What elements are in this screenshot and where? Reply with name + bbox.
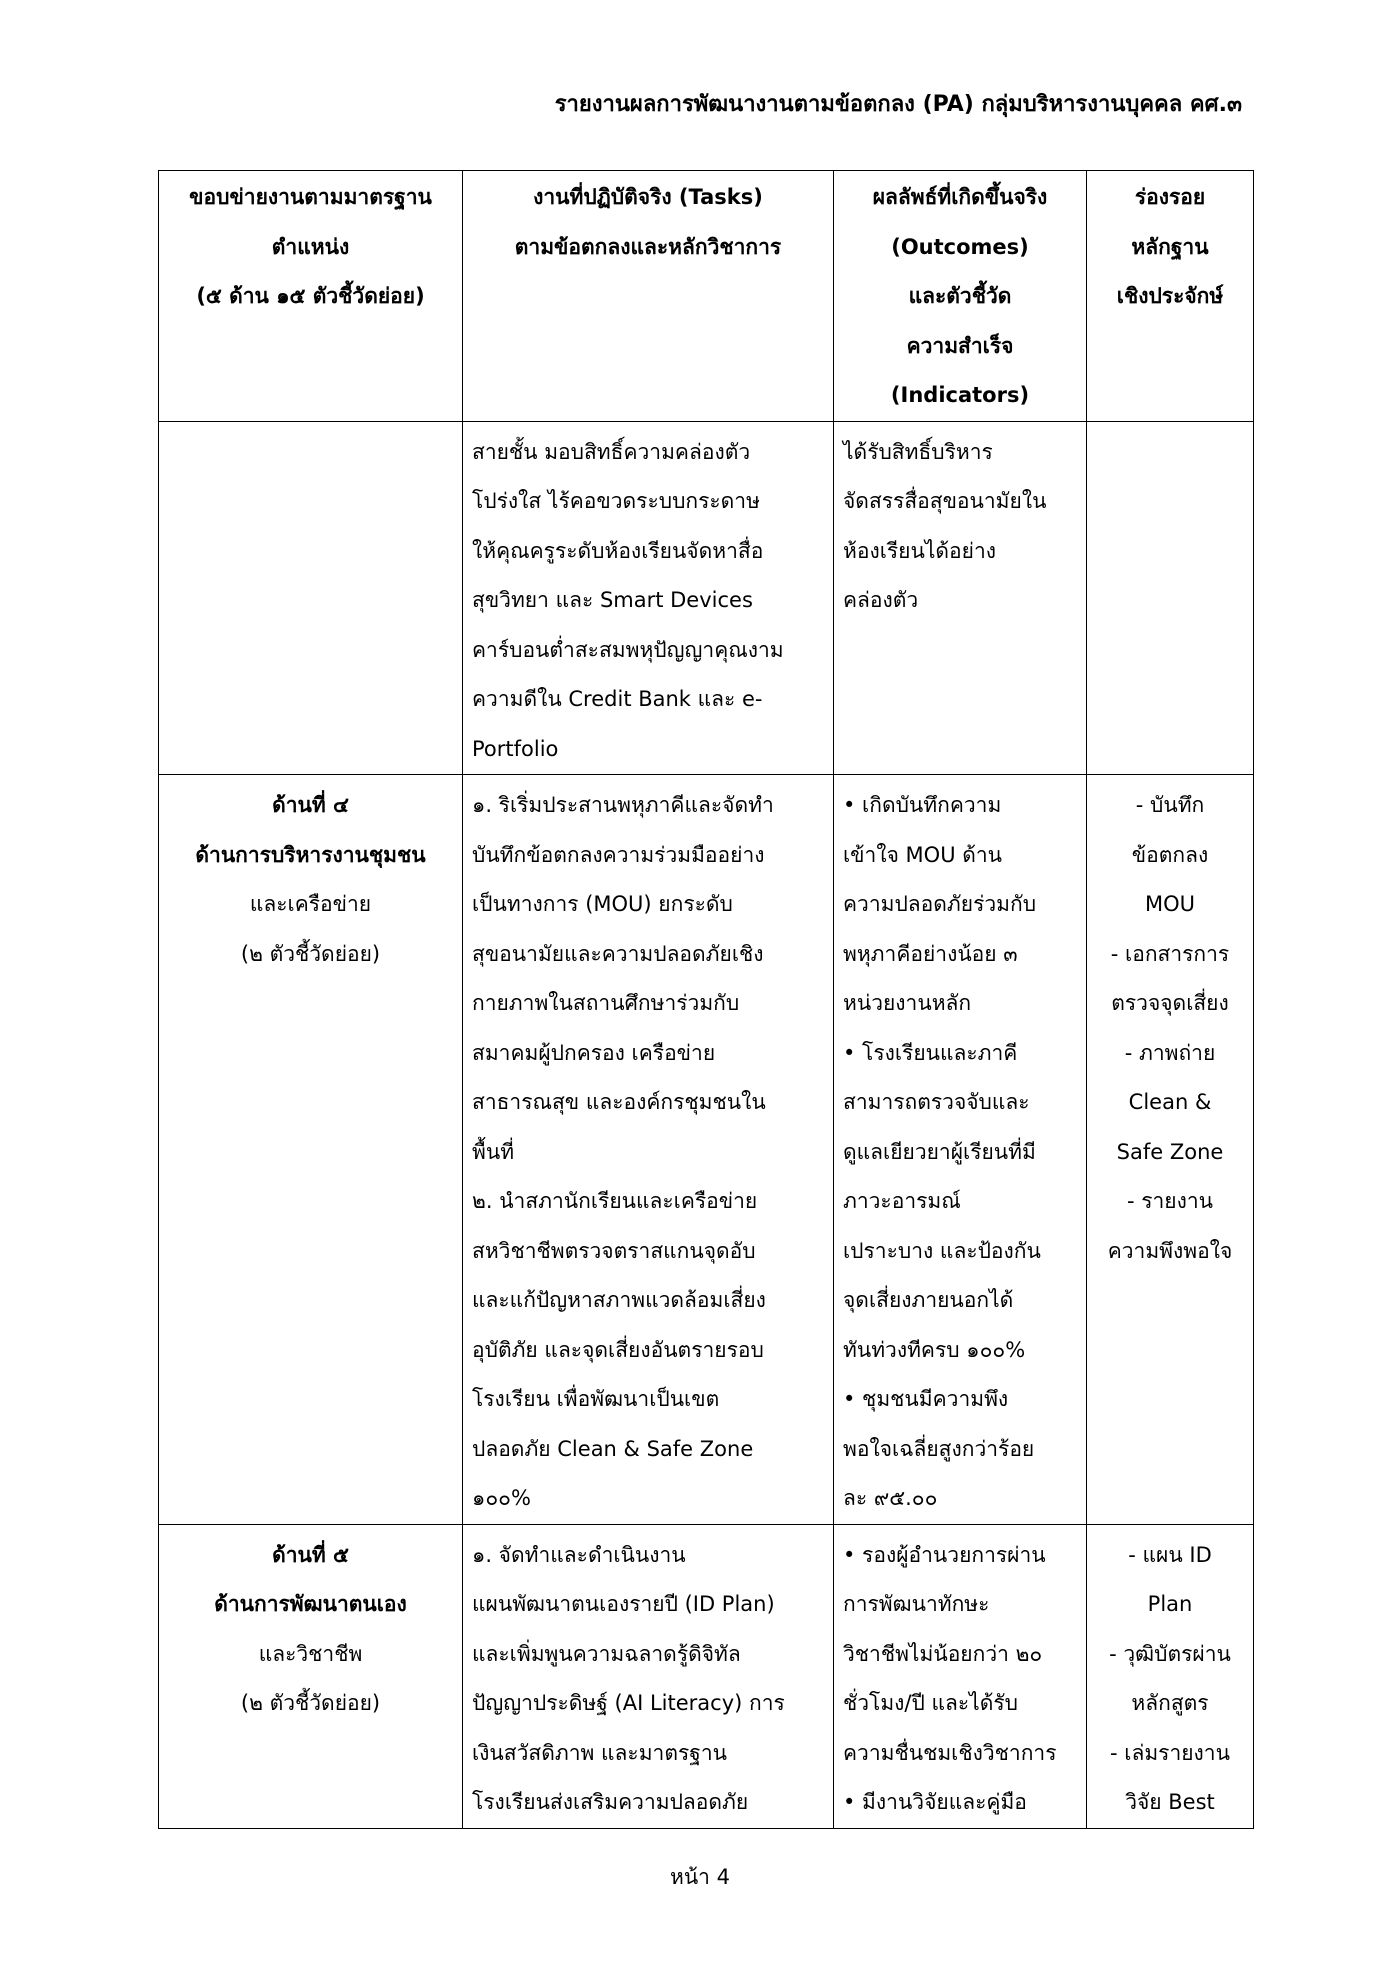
evidence-cell	[1087, 775, 1254, 1525]
cell-line: ความดีใน Credit Bank และ e-	[472, 687, 763, 711]
cell-line: โรงเรียน เพื่อพัฒนาเป็นเขต	[472, 1387, 720, 1411]
cell-line: และเพิ่มพูนความฉลาดรู้ดิจิทัล	[472, 1641, 741, 1666]
scope-subtitle: ด้านการพัฒนาตนเอง	[214, 1592, 407, 1616]
table-header-row	[159, 171, 1254, 422]
cell-line: โปร่งใส ไร้คอขวดระบบกระดาษ	[472, 489, 760, 513]
cell-line: ความปลอดภัยร่วมกับ	[843, 892, 1037, 916]
cell-line: เข้าใจ MOU ด้าน	[843, 842, 1003, 867]
cell-line: ภาวะอารมณ์	[843, 1189, 961, 1213]
tasks-cell	[463, 421, 834, 775]
scope-cell	[159, 421, 463, 775]
cell-line: • เกิดบันทึกความ	[843, 793, 1002, 817]
cell-line: • โรงเรียนและภาคี	[843, 1040, 1018, 1065]
table-row	[159, 421, 1254, 775]
header-line: และตัวชี้วัด	[908, 284, 1012, 308]
header-line: (๕ ด้าน ๑๕ ตัวชี้วัดย่อย)	[196, 284, 425, 308]
cell-line: ได้รับสิทธิ์บริหาร	[843, 439, 993, 464]
cell-line: ตรวจจุดเสี่ยง	[1111, 991, 1229, 1015]
cell-line: - รายงาน	[1126, 1189, 1214, 1213]
tasks-cell	[463, 775, 834, 1525]
cell-line: สุขวิทยา และ Smart Devices	[472, 588, 753, 612]
cell-line: สหวิชาชีพตรวจตราสแกนจุดอับ	[472, 1238, 756, 1263]
header-line: (Indicators)	[890, 383, 1030, 407]
cell-line: วิชาชีพไม่น้อยกว่า ๒๐	[843, 1641, 1043, 1666]
cell-line: Portfolio	[472, 736, 559, 761]
cell-line: • ชุมชนมีความพึง	[843, 1387, 1009, 1411]
cell-line: • มีงานวิจัยและคู่มือ	[843, 1790, 1027, 1814]
scope-title: ด้านที่ ๕	[272, 1542, 349, 1567]
page-number: หน้า 4	[669, 1865, 731, 1889]
cell-line: - บันทึก	[1135, 793, 1205, 817]
cell-line: MOU	[1144, 892, 1196, 916]
cell-line: พอใจเฉลี่ยสูงกว่าร้อย	[843, 1436, 1035, 1461]
outcomes-cell	[834, 421, 1087, 775]
header-line: ตามข้อตกลงและหลักวิชาการ	[514, 234, 782, 259]
header-line: ความสำเร็จ	[906, 333, 1014, 358]
header-cell-outcomes	[834, 171, 1087, 422]
scope-line: และวิชาชีพ	[258, 1641, 363, 1666]
cell-line: อุบัติภัย และจุดเสี่ยงอันตรายรอบ	[472, 1337, 764, 1362]
scope-line: (๒ ตัวชี้วัดย่อย)	[240, 1691, 381, 1715]
cell-line: ๒. นำสภานักเรียนและเครือข่าย	[472, 1189, 758, 1213]
header-cell-scope	[159, 171, 463, 422]
cell-line: ละ ๙๕.๐๐	[843, 1486, 938, 1510]
cell-line: บันทึกข้อตกลงความร่วมมืออย่าง	[472, 842, 765, 867]
cell-line: คล่องตัว	[843, 588, 919, 612]
cell-line: สุขอนามัยและความปลอดภัยเชิง	[472, 941, 764, 966]
cell-line: ๑. ริเริ่มประสานพหุภาคีและจัดทำ	[472, 793, 774, 817]
cell-line: ปลอดภัย Clean & Safe Zone	[472, 1436, 754, 1461]
cell-line: - แผน ID	[1128, 1542, 1212, 1567]
header-line: หลักฐาน	[1131, 234, 1209, 259]
header-line: (Outcomes)	[891, 234, 1029, 259]
cell-line: ให้คุณครูระดับห้องเรียนจัดหาสื่อ	[472, 538, 764, 563]
cell-line: ห้องเรียนได้อย่าง	[843, 538, 996, 563]
cell-line: สามารถตรวจจับและ	[843, 1090, 1030, 1114]
cell-line: ๑๐๐%	[472, 1486, 531, 1510]
cell-line: แผนพัฒนาตนเองรายปี (ID Plan)	[472, 1592, 775, 1616]
header-line: ผลลัพธ์ที่เกิดขึ้นจริง	[872, 185, 1048, 209]
cell-line: เปราะบาง และป้องกัน	[843, 1238, 1041, 1263]
header-line: ขอบข่ายงานตามมาตรฐาน	[189, 185, 432, 209]
cell-line: สมาคมผู้ปกครอง เครือข่าย	[472, 1040, 716, 1065]
header-line: ตำแหน่ง	[271, 234, 350, 259]
cell-line: พหุภาคีอย่างน้อย ๓	[843, 941, 1018, 966]
cell-line: Safe Zone	[1116, 1139, 1224, 1164]
cell-line: คาร์บอนต่ำสะสมพหุปัญญาคุณงาม	[472, 637, 784, 662]
pa-table	[158, 170, 1254, 1829]
header-cell-tasks	[463, 171, 834, 422]
cell-line: • รองผู้อำนวยการผ่าน	[843, 1542, 1046, 1567]
cell-line: สาธารณสุข และองค์กรชุมชนใน	[472, 1090, 766, 1114]
cell-line: ความพึงพอใจ	[1107, 1238, 1233, 1263]
cell-line: ความชื่นชมเชิงวิชาการ	[843, 1740, 1057, 1765]
cell-line: วิจัย Best	[1125, 1790, 1215, 1814]
cell-line: หลักสูตร	[1131, 1691, 1209, 1715]
header-line: เชิงประจักษ์	[1116, 284, 1224, 308]
cell-line: โรงเรียนส่งเสริมความปลอดภัย	[472, 1790, 749, 1814]
table-row	[159, 775, 1254, 1525]
scope-cell	[159, 775, 463, 1525]
cell-line: - ภาพถ่าย	[1124, 1040, 1216, 1065]
cell-line: ๑. จัดทำและดำเนินงาน	[472, 1542, 686, 1567]
cell-line: เงินสวัสดิภาพ และมาตรฐาน	[472, 1740, 727, 1765]
cell-line: จัดสรรสื่อสุขอนามัยใน	[843, 489, 1047, 513]
scope-line: (๒ ตัวชี้วัดย่อย)	[240, 941, 381, 966]
outcomes-cell	[834, 775, 1087, 1525]
cell-line: พื้นที่	[472, 1139, 515, 1164]
cell-line: การพัฒนาทักษะ	[843, 1592, 990, 1616]
tasks-cell	[463, 1524, 834, 1828]
outcomes-cell	[834, 1524, 1087, 1828]
cell-line: Plan	[1147, 1592, 1193, 1616]
cell-line: กายภาพในสถานศึกษาร่วมกับ	[472, 991, 740, 1015]
cell-line: และแก้ปัญหาสภาพแวดล้อมเสี่ยง	[472, 1288, 766, 1312]
cell-line: - เล่มรายงาน	[1110, 1740, 1230, 1765]
evidence-cell	[1087, 421, 1254, 775]
cell-line: ข้อตกลง	[1131, 842, 1209, 867]
header-line: ร่องรอย	[1134, 185, 1206, 209]
cell-line: เป็นทางการ (MOU) ยกระดับ	[472, 892, 733, 916]
scope-cell	[159, 1524, 463, 1828]
scope-subtitle: ด้านการบริหารงานชุมชน	[195, 842, 426, 867]
cell-line: ชั่วโมง/ปี และได้รับ	[843, 1691, 1018, 1715]
cell-line: หน่วยงานหลัก	[843, 991, 972, 1015]
evidence-cell	[1087, 1524, 1254, 1828]
cell-line: ปัญญาประดิษฐ์ (AI Literacy) การ	[472, 1691, 785, 1715]
header-cell-evidence	[1087, 171, 1254, 422]
cell-line: ดูแลเยียวยาผู้เรียนที่มี	[843, 1139, 1036, 1164]
cell-line: - วุฒิบัตรผ่าน	[1109, 1641, 1231, 1666]
cell-line: จุดเสี่ยงภายนอกได้	[843, 1288, 1014, 1312]
cell-line: Clean &	[1128, 1090, 1212, 1114]
cell-line: สายชั้น มอบสิทธิ์ความคล่องตัว	[472, 439, 751, 464]
scope-title: ด้านที่ ๔	[272, 793, 349, 817]
cell-line: ทันท่วงทีครบ ๑๐๐%	[843, 1337, 1026, 1362]
table-row	[159, 1524, 1254, 1828]
header-line: งานที่ปฏิบัติจริง (Tasks)	[533, 185, 763, 209]
scope-line: และเครือข่าย	[249, 892, 372, 916]
cell-line: - เอกสารการ	[1110, 941, 1230, 966]
document-header: รายงานผลการพัฒนางานตามข้อตกลง (PA) กลุ่มบริหารงานบุคคล คศ.๓	[554, 92, 1242, 117]
